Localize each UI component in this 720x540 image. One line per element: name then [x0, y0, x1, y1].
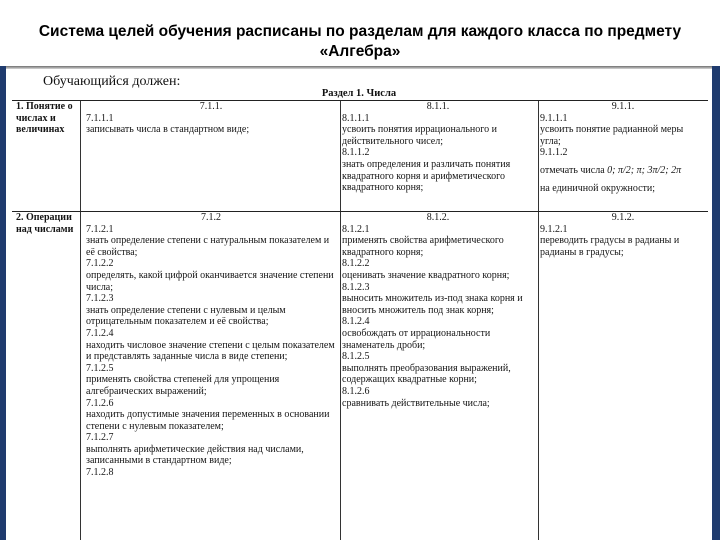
objective-text: переводить градусы в радианы и радианы в градусы;: [540, 235, 680, 258]
objective-text: отмечать числа 0; π/2; π; 3π/2; 2π: [540, 164, 682, 176]
objective-text: оценивать значение квадратного корня;: [342, 269, 510, 281]
objective-text: выполнять арифметические действия над числами, записанными в стандартном виде;: [86, 443, 304, 467]
objective-code: 8.1.2.4: [342, 316, 370, 328]
slide-title: Система целей обучения расписаны по разделам для каждого класса по предмету «Алгебра»: [38, 23, 682, 60]
objective-text: находить числовое значение степени с целым показателем и представлять заданные числа в виде степени;: [86, 339, 335, 363]
objective-code: 9.1.2.1: [540, 223, 568, 235]
frame-right-edge: [712, 66, 720, 540]
grade8-cell: [342, 101, 534, 194]
grade-header: 7.1.2: [201, 212, 221, 223]
table-row: [12, 100, 708, 211]
grade-header: 9.1.1.: [611, 101, 635, 112]
objective-text: определять, какой цифрой оканчивается значение степени числа;: [86, 269, 334, 293]
grade7-cell: [86, 101, 336, 136]
intro-text: Обучающийся должен:: [43, 74, 181, 89]
objective-text: усвоить понятие радианной меры угла;: [540, 124, 684, 147]
category-cell: [16, 101, 76, 136]
objective-text: выносить множитель из-под знака корня и вносить множитель под знак корня;: [342, 293, 523, 316]
frame-left-edge: [0, 66, 6, 540]
grade-header: 7.1.1.: [199, 101, 223, 112]
grade-header: 9.1.2.: [611, 212, 635, 223]
objective-code: 7.1.2.3: [86, 293, 114, 305]
objective-text: на единичной окружности;: [540, 182, 656, 194]
objective-code: 8.1.2.3: [342, 281, 370, 293]
objective-code: 8.1.2.6: [342, 385, 370, 397]
objective-text: освобождать от иррациональности знаменатель дроби;: [342, 327, 491, 351]
objective-text: сравнивать действительные числа;: [342, 397, 490, 409]
table-row: [12, 211, 708, 540]
objective-text: применять свойства степеней для упрощения алгебраических выражений;: [86, 374, 280, 397]
objective-code: 8.1.2.5: [342, 351, 370, 363]
grade9-cell: [540, 101, 706, 194]
objective-text: выполнять преобразования выражений, содержащих квадратные корни;: [342, 362, 511, 386]
objective-code: 7.1.2.4: [86, 327, 114, 339]
objective-text: находить допустимые значения переменных в основании степени с нулевым показателем;: [86, 409, 330, 432]
grade-header: 8.1.2.: [426, 212, 450, 223]
objective-text: усвоить понятия иррационального и действительного чисел;: [342, 124, 497, 147]
objective-code: 7.1.2.8: [86, 467, 114, 479]
grade8-cell: [342, 212, 534, 409]
objective-code: 7.1.1.1: [86, 112, 114, 124]
objective-code: 8.1.1.2: [342, 147, 370, 159]
objective-text: записывать числа в стандартном виде;: [86, 124, 250, 136]
category-label: 2. Операции над числами: [16, 212, 74, 235]
objective-code: 7.1.2.6: [86, 397, 114, 409]
objective-code: 7.1.2.7: [86, 432, 114, 444]
grade-header: 8.1.1.: [426, 101, 450, 112]
section-title: Раздел 1. Числа: [321, 88, 397, 99]
objective-code: 8.1.1.1: [342, 112, 370, 124]
objective-code: 7.1.2.5: [86, 362, 114, 374]
frame-top-edge: [0, 66, 720, 69]
document-scan: [8, 72, 710, 540]
category-label: 1. Понятие о числах и величинах: [16, 101, 73, 136]
grade7-cell: [86, 212, 336, 479]
objective-code: 8.1.2.2: [342, 258, 370, 270]
objective-text: применять свойства арифметического квадратного корня;: [342, 235, 504, 258]
objective-text: знать определения и различать понятия квадратного корня и арифметического квадратного корня;: [342, 158, 511, 194]
objective-code: 9.1.1.1: [540, 112, 568, 124]
formula: 0; π/2; π; 3π/2; 2π: [607, 164, 682, 176]
category-cell: [16, 212, 76, 235]
objective-text: знать определение степени с нулевым и целым отрицательным показателем и её свойства;: [86, 304, 286, 328]
objective-code: 7.1.2.1: [86, 223, 114, 235]
objective-code: 7.1.2.2: [86, 258, 114, 270]
grade9-cell: [540, 212, 706, 258]
objective-text: знать определение степени с натуральным показателем и её свойства;: [86, 235, 330, 258]
objective-code: 8.1.2.1: [342, 223, 370, 235]
objective-code: 9.1.1.2: [540, 147, 568, 159]
objectives-table: [12, 100, 708, 540]
